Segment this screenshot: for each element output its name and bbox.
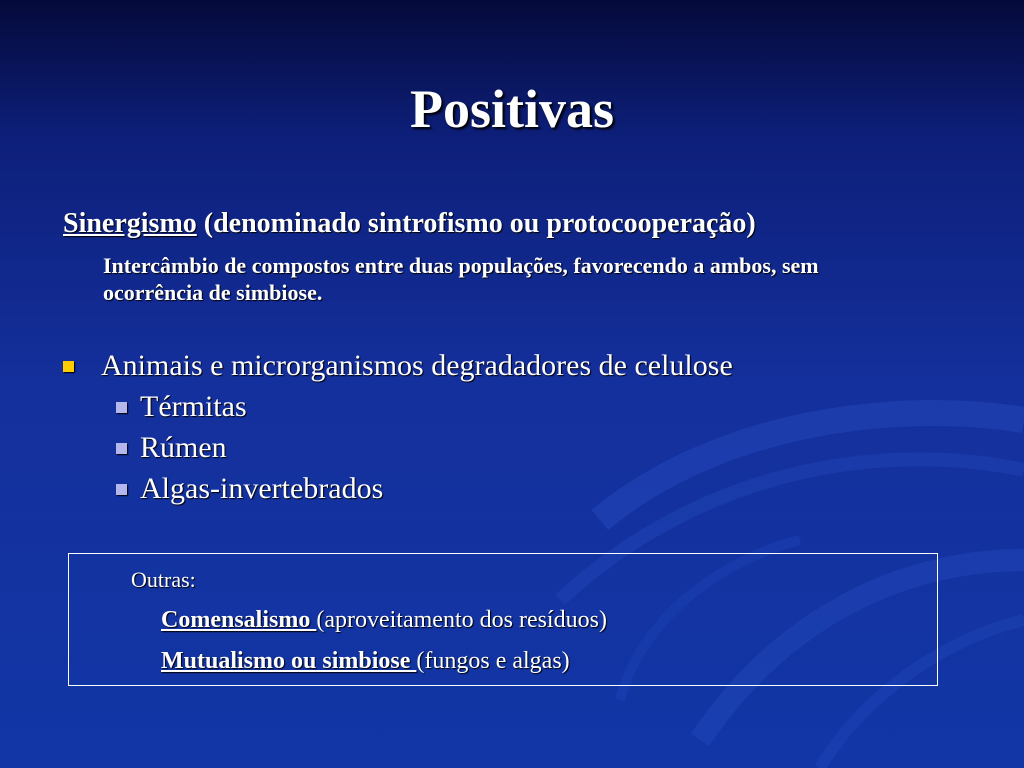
subbullet-item	[116, 472, 383, 506]
outras-line-comensalismo	[161, 607, 607, 634]
slide-title: Positivas	[409, 79, 614, 139]
outras-line-mutualismo	[161, 648, 570, 675]
sinergismo-description: Intercâmbio de compostos entre duas populações, favorecendo a ambos, sem ocorrência de simbiose.	[103, 253, 819, 305]
square-bullet-icon	[116, 484, 127, 495]
square-bullet-icon	[116, 443, 127, 454]
subbullet-item	[116, 390, 247, 424]
subbullet-text: Rúmen	[140, 431, 227, 464]
bullet-text: Animais e microrganismos degradadores de celulose	[101, 349, 733, 382]
square-bullet-icon	[116, 402, 127, 413]
sinergismo-term: Sinergismo	[63, 208, 197, 239]
subbullet-item	[116, 431, 227, 465]
subbullet-text: Térmitas	[140, 390, 247, 423]
mutualismo-detail: (fungos e algas)	[416, 648, 570, 674]
subbullet-text: Algas-invertebrados	[140, 472, 384, 505]
outras-heading: Outras:	[131, 567, 196, 592]
outras-box	[68, 553, 938, 686]
bullet-item-cellulose	[63, 349, 733, 383]
square-bullet-icon	[63, 361, 74, 372]
sinergismo-heading	[63, 208, 756, 240]
sinergismo-qualifier: (denominado sintrofismo ou protocooperação)	[196, 208, 756, 239]
comensalismo-term: Comensalismo	[161, 607, 317, 633]
comensalismo-detail: (aproveitamento dos resíduos)	[316, 607, 607, 633]
mutualismo-term: Mutualismo ou simbiose	[161, 648, 417, 674]
